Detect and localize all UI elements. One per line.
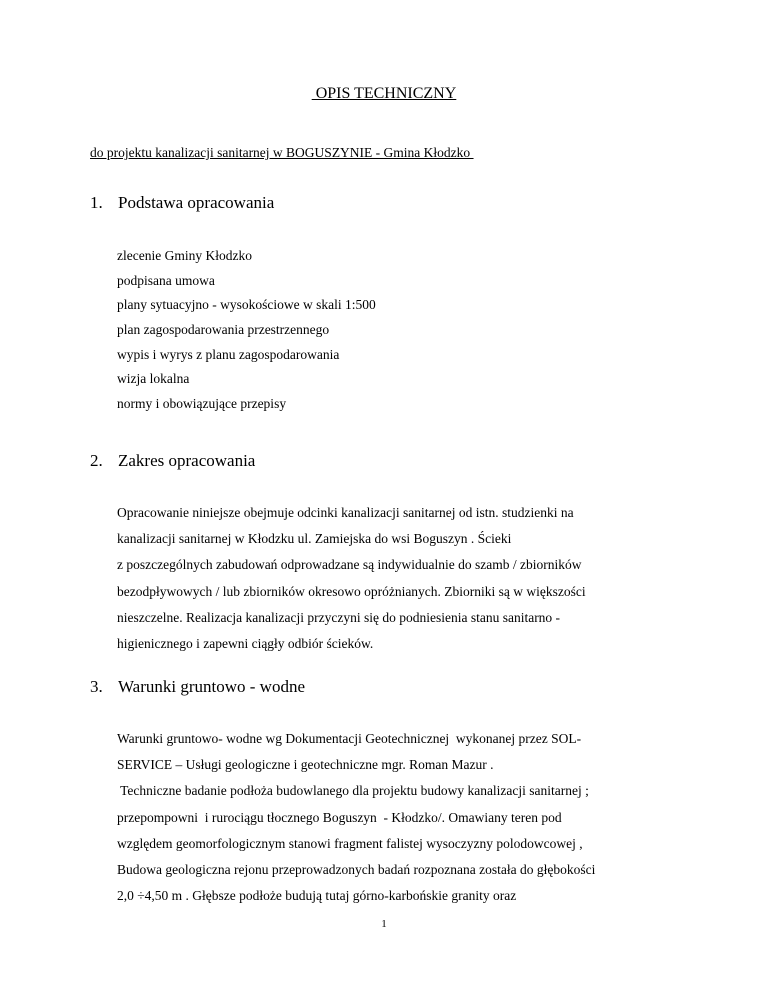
section-number: 2. <box>90 451 103 470</box>
page-number: 1 <box>381 918 387 930</box>
soil-conditions-paragraph <box>117 726 595 909</box>
section-heading-1 <box>90 193 274 213</box>
basis-list <box>117 244 376 417</box>
list-item: wypis i wyrys z planu zagospodarowania <box>117 346 340 362</box>
list-item: zlecenie Gminy Kłodzko <box>117 248 252 263</box>
list-item: plany sytuacyjno - wysokościowe w skali 1:500 <box>117 297 376 313</box>
paragraph-line: SERVICE – Usługi geologiczne i geotechniczne mgr. Roman Mazur . <box>117 757 494 773</box>
section-number: 3. <box>90 677 103 696</box>
list-item: plan zagospodarowania przestrzennego <box>117 322 330 338</box>
document-subtitle: do projektu kanalizacji sanitarnej w BOGUSZYNIE - Gmina Kłodzko <box>90 145 474 160</box>
section-title: Podstawa opracowania <box>118 193 275 212</box>
paragraph-line: Opracowanie niniejsze obejmuje odcinki kanalizacji sanitarnej od istn. studzienki na <box>117 505 574 520</box>
paragraph-line: 2,0 ÷4,50 m . Głębsze podłoże budują tutaj górno-karbońskie granity oraz <box>117 888 517 904</box>
paragraph-line: higienicznego i zapewni ciągły odbiór ścieków. <box>117 635 374 651</box>
document-title: OPIS TECHNICZNY <box>311 85 457 102</box>
paragraph-line: Warunki gruntowo- wodne wg Dokumentacji Geotechnicznej wykonanej przez SOL- <box>117 731 582 746</box>
paragraph-line: bezodpływowych / lub zbiorników okresowo opróżnianych. Zbiorniki są w większości <box>117 583 586 599</box>
scope-paragraph <box>117 500 586 657</box>
list-item: wizja lokalna <box>117 371 190 387</box>
paragraph-line: kanalizacji sanitarnej w Kłodzku ul. Zamiejska do wsi Boguszyn . Ścieki <box>117 531 512 547</box>
section-heading-2 <box>90 451 255 471</box>
paragraph-line: Techniczne badanie podłoża budowlanego dla projektu budowy kanalizacji sanitarnej ; <box>117 783 589 799</box>
paragraph-line: względem geomorfologicznym stanowi fragment falistej wysoczyzny polodowcowej , <box>117 835 583 851</box>
paragraph-line: przepompowni i rurociągu tłocznego Boguszyn - Kłodzko/. Omawiany teren pod <box>117 809 562 825</box>
list-item: podpisana umowa <box>117 272 215 288</box>
section-number: 1. <box>90 193 103 212</box>
section-title: Warunki gruntowo - wodne <box>118 677 306 696</box>
paragraph-line: nieszczelne. Realizacja kanalizacji przyczyni się do podniesienia stanu sanitarno - <box>117 609 561 625</box>
section-title: Zakres opracowania <box>118 451 256 470</box>
paragraph-line: z poszczególnych zabudowań odprowadzane są indywidualnie do szamb / zbiorników <box>117 557 582 573</box>
paragraph-line: Budowa geologiczna rejonu przeprowadzonych badań rozpoznana została do głębokości <box>117 861 596 877</box>
section-heading-3 <box>90 677 305 697</box>
list-item: normy i obowiązujące przepisy <box>117 396 287 412</box>
